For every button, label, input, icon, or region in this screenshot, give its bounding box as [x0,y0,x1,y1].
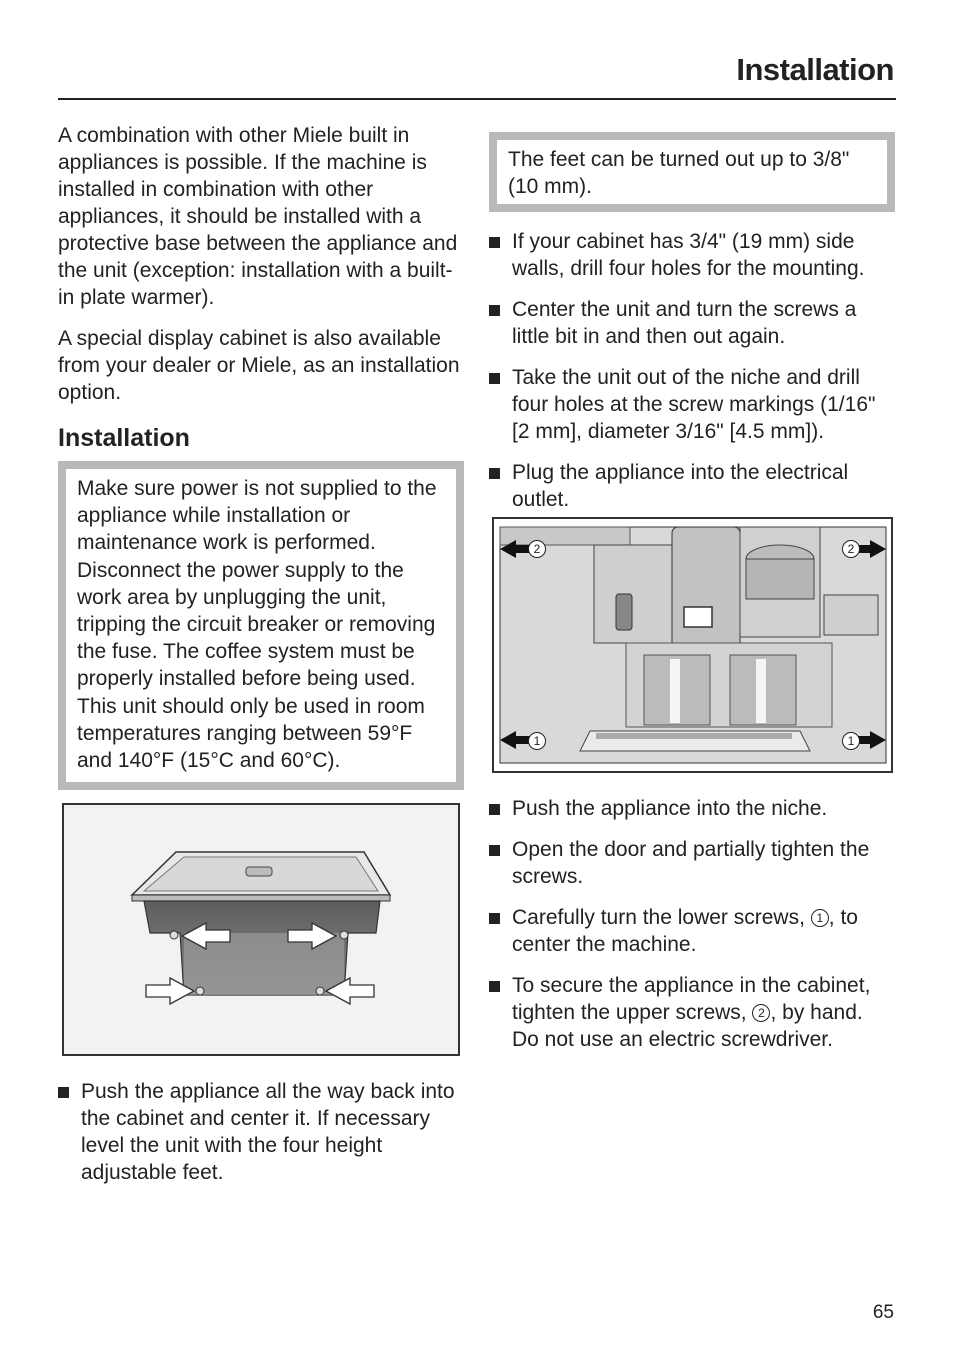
upper-screw-label-right: 2 [842,540,860,558]
bullet-icon [489,845,500,856]
right-column [489,132,895,1067]
step-center-unit [489,296,895,350]
left-column [58,122,464,1200]
step-text: Plug the appliance into the electrical outlet. [512,461,849,512]
screw-number-icon: 2 [752,1004,770,1022]
header-rule [58,98,896,100]
step-drill-holes [489,364,895,445]
upper-screw-label-left: 2 [528,540,546,558]
warning-box [58,461,464,790]
step-text-end: , by hand. Do not use an electric screwdriver. [512,1001,863,1052]
right-steps-top [489,228,895,513]
step-text: Push the appliance all the way back into the cabinet and center it. If necessary level the unit with the four height adjustable feet. [81,1080,455,1185]
section-heading: Installation [58,424,190,452]
bullet-icon [58,1087,69,1098]
left-steps [58,1078,464,1186]
step-turn-lower-screws [489,904,895,958]
step-text: Carefully turn the lower screws, [512,906,811,930]
step-text: If your cabinet has 3/4" (19 mm) side walls, drill four holes for the mounting. [512,230,865,281]
warning-text: Make sure power is not supplied to the appliance while installation or maintenance work is performed. Disconnect the power supply to the work area by unplugging the unit, tripping the circuit breaker or removing the fuse. The coffee system must be properly installed before being used. [77,477,437,691]
feet-note-box [489,132,895,212]
step-text: Take the unit out of the niche and drill four holes at the screw markings (1/16" [2 mm], diameter 3/16" [4.5 mm]). [512,366,876,444]
bullet-icon [489,981,500,992]
step-text-end: , to center the machine. [512,906,858,957]
bullet-icon [489,468,500,479]
lower-screw-label-right: 1 [842,732,860,750]
screw-number-icon: 1 [811,909,829,927]
appliance-feet-illustration [64,805,460,1054]
warning-text-temperature: This unit should only be used in room temperatures ranging between 59°F and 140°F (15°C and 60°C). [77,694,425,773]
step-push-back [58,1078,464,1186]
display-cabinet-paragraph: A special display cabinet is also available from your dealer or Miele, as an installation option. [58,327,460,404]
niche-mounting-figure [492,517,893,773]
step-text: Push the appliance into the niche. [512,797,828,821]
step-push-into-niche [489,795,895,822]
bullet-icon [489,237,500,248]
intro-paragraph: A combination with other Miele built in appliances is possible. If the machine is installed in combination with other appliances, it should be installed with a protective base between the appliance and the unit (exception: installation with a built-in plate warmer). [58,124,458,309]
bullet-icon [489,913,500,924]
step-drill-side-walls [489,228,895,282]
niche-screws-illustration [494,519,892,771]
bullet-icon [489,373,500,384]
step-text: Open the door and partially tighten the screws. [512,838,870,889]
feet-note-text: The feet can be turned out up to 3/8" (10 mm). [508,148,850,199]
page-number: 65 [872,1302,894,1323]
step-tighten-screws [489,836,895,890]
step-secure-upper-screws [489,972,895,1053]
bullet-icon [489,305,500,316]
page-title: Installation [736,52,894,87]
right-steps-bottom [489,795,895,1053]
appliance-base-figure [62,803,460,1056]
step-text: To secure the appliance in the cabinet, tighten the upper screws, [512,974,871,1025]
lower-screw-label-left: 1 [528,732,546,750]
step-text: Center the unit and turn the screws a little bit in and then out again. [512,298,857,349]
step-plug-in [489,459,895,513]
bullet-icon [489,804,500,815]
